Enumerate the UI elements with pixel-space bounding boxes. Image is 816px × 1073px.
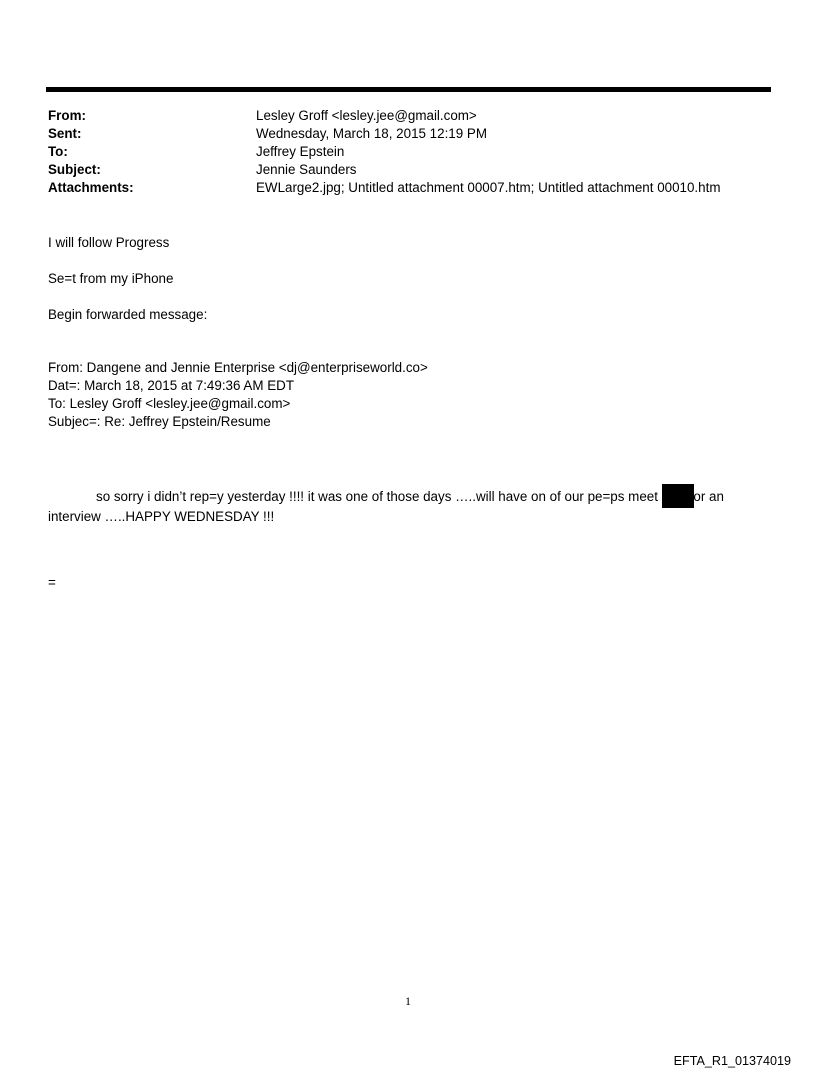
attachments-label: Attachments: [48,180,134,195]
forwarded-date: Dat=: March 18, 2015 at 7:49:36 AM EDT [48,378,295,393]
header-row-attachments [48,179,720,197]
forwarded-subject: Subjec=: Re: Jeffrey Epstein/Resume [48,414,271,429]
header-rule [46,87,771,92]
message-text-part1: so sorry i didn’t rep=y yesterday !!!! it was one of those days …..will have on of our pe=ps meet [96,489,662,504]
forwarded-to: To: Lesley Groff <lesley.jee@gmail.com> [48,396,291,411]
header-row-to [48,143,720,161]
header-row-sent [48,125,720,143]
document-id: EFTA_R1_01374019 [673,1054,791,1068]
subject-value: Jennie Saunders [256,162,357,177]
attachments-value: EWLarge2.jpg; Untitled attachment 00007.htm; Untitled attachment 00010.htm [256,180,721,195]
body-line-forwarded: Begin forwarded message: [48,307,208,322]
header-row-from [48,107,720,125]
body-line-sent-from: Se=t from my iPhone [48,271,174,286]
sent-value: Wednesday, March 18, 2015 12:19 PM [256,126,488,141]
email-header [48,107,720,197]
to-value: Jeffrey Epstein [256,144,345,159]
to-label: To: [48,144,68,159]
subject-label: Subject: [48,162,101,177]
forwarded-from: From: Dangene and Jennie Enterprise <dj@enterpriseworld.co> [48,360,428,375]
header-row-subject [48,161,720,179]
from-label: From: [48,108,86,123]
message-text-part2: for an interview …..HAPPY WEDNESDAY !!! [48,489,724,524]
page-number: 1 [405,994,411,1008]
forwarded-header [48,359,428,431]
trailer-mark: = [48,575,56,590]
from-value: Lesley Groff <lesley.jee@gmail.com> [256,108,477,123]
sent-label: Sent: [48,126,82,141]
body-line-follow: I will follow Progress [48,235,170,250]
message-paragraph [48,484,748,526]
